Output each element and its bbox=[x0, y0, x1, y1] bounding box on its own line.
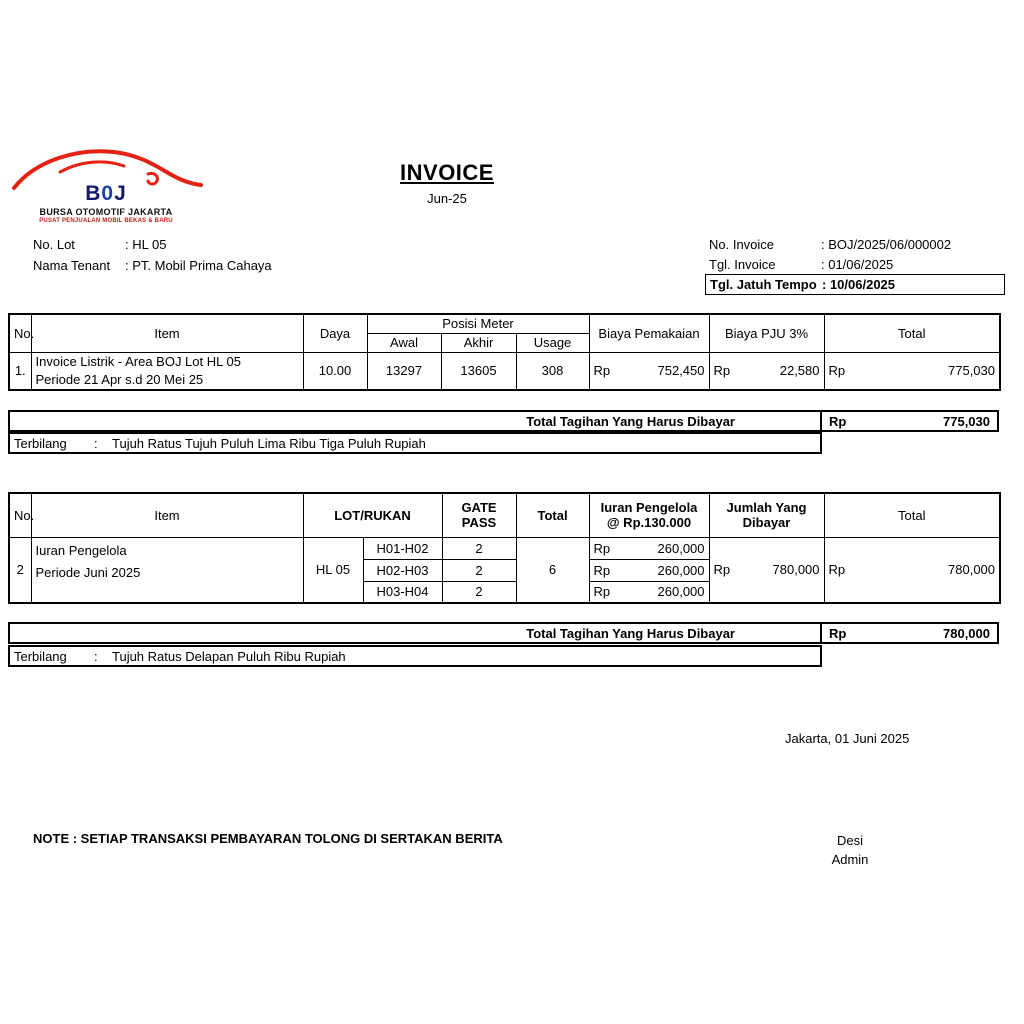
row-akhir: 13605 bbox=[441, 352, 516, 390]
invoice-date-row bbox=[705, 254, 1005, 274]
due-date-value: : 10/06/2025 bbox=[822, 277, 896, 292]
col-header-item: Item bbox=[31, 314, 303, 352]
col-header-posisi-meter: Posisi Meter bbox=[367, 314, 589, 333]
currency-label: Rp bbox=[828, 562, 846, 578]
tenant-value: : PT. Mobil Prima Cahaya bbox=[125, 258, 272, 273]
invoice-date-value: : 01/06/2025 bbox=[821, 256, 894, 272]
col-header-lot-rukan: LOT/RUKAN bbox=[303, 493, 442, 537]
col-header-usage: Usage bbox=[516, 333, 589, 352]
row-total bbox=[824, 352, 1000, 390]
brand-name bbox=[8, 182, 204, 206]
company-name: BURSA OTOMOTIF JAKARTA bbox=[39, 207, 173, 217]
invoice-period: Jun-25 bbox=[427, 191, 467, 206]
invoice-no-label: No. Invoice bbox=[709, 236, 775, 252]
row-item bbox=[31, 352, 303, 390]
total-due-value-1 bbox=[820, 410, 999, 432]
col-header-no: No. bbox=[9, 493, 31, 537]
lot-label: No. Lot bbox=[33, 237, 75, 252]
tenant-row bbox=[33, 255, 272, 276]
col-header-iuran: Iuran Pengelola @ Rp.130.000 bbox=[589, 493, 709, 537]
amount: 752,450 bbox=[657, 363, 705, 379]
total-due-label-2: Total Tagihan Yang Harus Dibayar bbox=[8, 622, 822, 644]
lot-value: : HL 05 bbox=[125, 237, 167, 252]
col-header-gate-pass: GATE PASS bbox=[442, 493, 516, 537]
invoice-no-value: : BOJ/2025/06/000002 bbox=[821, 236, 952, 252]
col-header-total: Total bbox=[824, 314, 1000, 352]
signer-name: Desi bbox=[836, 833, 863, 848]
row-biaya-pemakaian bbox=[589, 352, 709, 390]
row-no: 1. bbox=[9, 352, 31, 390]
amount: 780,000 bbox=[772, 562, 820, 578]
brand-letter-b: B bbox=[85, 182, 102, 205]
item-line2: Periode Juni 2025 bbox=[35, 564, 141, 580]
terbilang-label: Terbilang bbox=[14, 648, 67, 664]
currency-label: Rp bbox=[713, 562, 731, 578]
total-due-row-2 bbox=[8, 622, 999, 644]
currency-label: Rp bbox=[593, 540, 611, 556]
row-usage: 308 bbox=[516, 352, 589, 390]
amount: 775,030 bbox=[948, 363, 995, 379]
amount: 260,000 bbox=[657, 562, 705, 578]
row-lot: HL 05 bbox=[303, 537, 363, 603]
fee-subrow bbox=[9, 537, 1000, 559]
col-header-biaya-pju: Biaya PJU 3% bbox=[709, 314, 824, 352]
col-header-total-2: Total bbox=[824, 493, 1000, 537]
currency-label: Rp bbox=[829, 625, 847, 641]
col-header-daya: Daya bbox=[303, 314, 367, 352]
row-jumlah bbox=[709, 537, 824, 603]
amount: 775,030 bbox=[943, 413, 990, 429]
tenant-label: Nama Tenant bbox=[33, 258, 111, 273]
row-total bbox=[824, 537, 1000, 603]
electricity-table bbox=[8, 313, 1001, 391]
terbilang-value: Tujuh Ratus Tujuh Puluh Lima Ribu Tiga Puluh Rupiah bbox=[112, 435, 426, 451]
item-line1: Invoice Listrik - Area BOJ Lot HL 05 bbox=[35, 353, 241, 369]
amount: 780,000 bbox=[943, 625, 990, 641]
currency-label: Rp bbox=[829, 413, 847, 429]
invoice-date-label: Tgl. Invoice bbox=[709, 256, 776, 272]
col-header-jumlah: Jumlah Yang Dibayar bbox=[709, 493, 824, 537]
row-range: H02-H03 bbox=[363, 559, 442, 581]
amount-in-words-2 bbox=[8, 645, 822, 667]
item-line2: Periode 21 Apr s.d 20 Mei 25 bbox=[35, 371, 204, 387]
invoice-title: INVOICE bbox=[400, 160, 494, 185]
total-due-row-1 bbox=[8, 410, 999, 432]
col-header-no: No. bbox=[9, 314, 31, 352]
total-due-value-2 bbox=[820, 622, 999, 644]
total-due-label-1: Total Tagihan Yang Harus Dibayar bbox=[8, 410, 822, 432]
terbilang-label: Terbilang bbox=[14, 435, 67, 451]
terbilang-separator: : bbox=[94, 648, 98, 664]
row-iuran bbox=[589, 537, 709, 559]
currency-label: Rp bbox=[593, 363, 611, 379]
col-header-akhir: Akhir bbox=[441, 333, 516, 352]
row-no: 2 bbox=[9, 537, 31, 603]
currency-label: Rp bbox=[593, 562, 611, 578]
brand-letter-j: J bbox=[114, 182, 127, 205]
row-range: H03-H04 bbox=[363, 581, 442, 603]
tenant-info bbox=[33, 234, 272, 276]
row-gate: 2 bbox=[442, 537, 516, 559]
row-item bbox=[31, 537, 303, 603]
col-header-biaya-pemakaian: Biaya Pemakaian bbox=[589, 314, 709, 352]
item-line1: Iuran Pengelola bbox=[35, 542, 127, 558]
col-header-awal: Awal bbox=[367, 333, 441, 352]
col-header-total: Total bbox=[516, 493, 589, 537]
currency-label: Rp bbox=[828, 363, 846, 379]
row-total-count: 6 bbox=[516, 537, 589, 603]
signature-block bbox=[800, 831, 900, 869]
terbilang-separator: : bbox=[94, 435, 98, 451]
amount: 780,000 bbox=[948, 562, 996, 578]
due-date-label: Tgl. Jatuh Tempo bbox=[710, 277, 817, 292]
signer-role: Admin bbox=[831, 852, 869, 867]
row-daya: 10.00 bbox=[303, 352, 367, 390]
company-logo bbox=[8, 144, 204, 224]
amount: 260,000 bbox=[657, 584, 705, 600]
brand-letter-o: 0 bbox=[101, 182, 115, 205]
row-awal: 13297 bbox=[367, 352, 441, 390]
currency-label: Rp bbox=[713, 363, 731, 379]
row-gate: 2 bbox=[442, 559, 516, 581]
invoice-no-row bbox=[705, 234, 1005, 254]
row-iuran bbox=[589, 559, 709, 581]
amount: 260,000 bbox=[657, 540, 705, 556]
row-range: H01-H02 bbox=[363, 537, 442, 559]
row-biaya-pju bbox=[709, 352, 824, 390]
place-date: Jakarta, 01 Juni 2025 bbox=[785, 731, 910, 746]
due-date-row bbox=[705, 274, 1005, 295]
electricity-row bbox=[9, 352, 1000, 390]
management-fee-table bbox=[8, 492, 1001, 604]
company-tagline: PUSAT PENJUALAN MOBIL BEKAS & BARU bbox=[39, 218, 173, 224]
invoice-meta bbox=[705, 234, 1005, 295]
row-iuran bbox=[589, 581, 709, 603]
payment-note: NOTE : SETIAP TRANSAKSI PEMBAYARAN TOLONG DI SERTAKAN BERITA bbox=[33, 831, 503, 846]
title-block bbox=[197, 160, 697, 206]
terbilang-value: Tujuh Ratus Delapan Puluh Ribu Rupiah bbox=[112, 648, 346, 664]
amount: 22,580 bbox=[779, 363, 820, 379]
col-header-item: Item bbox=[31, 493, 303, 537]
row-gate: 2 bbox=[442, 581, 516, 603]
currency-label: Rp bbox=[593, 584, 611, 600]
amount-in-words-1 bbox=[8, 432, 822, 454]
lot-row bbox=[33, 234, 272, 255]
